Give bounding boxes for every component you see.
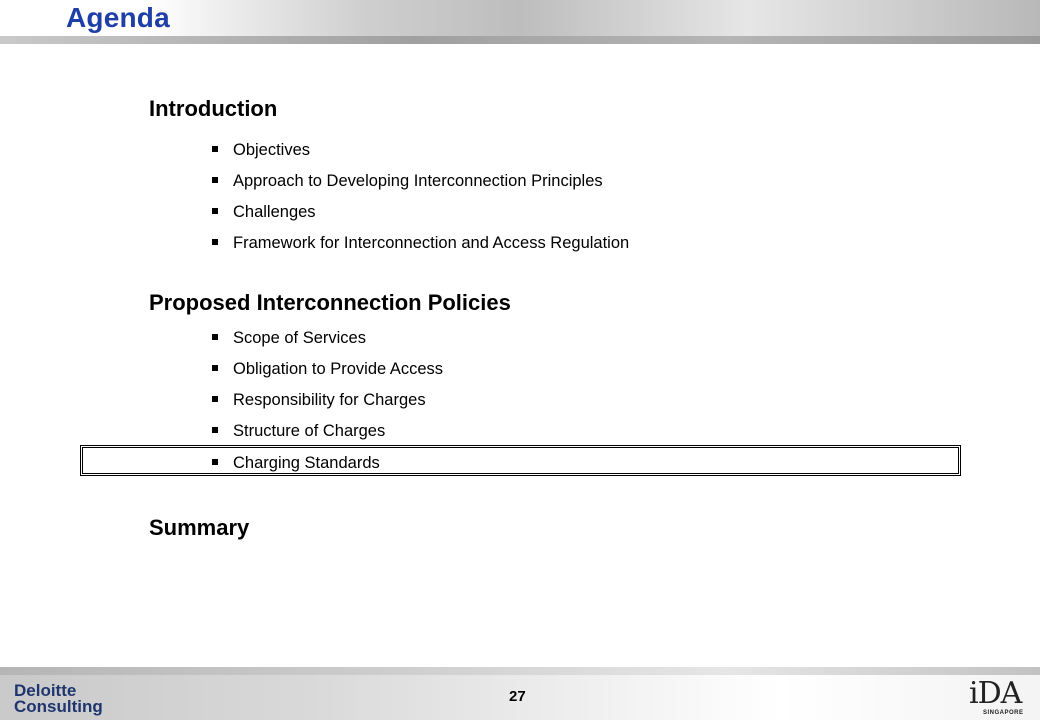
agenda-item: Responsibility for Charges bbox=[212, 389, 426, 411]
agenda-item: Challenges bbox=[212, 201, 316, 223]
bullet-square-icon bbox=[212, 365, 218, 371]
bullet-square-icon bbox=[212, 334, 218, 340]
bullet-square-icon bbox=[212, 459, 218, 465]
section-heading-proposed-policies: Proposed Interconnection Policies bbox=[149, 290, 511, 315]
bullet-square-icon bbox=[212, 146, 218, 152]
header-stripe bbox=[0, 36, 1040, 44]
page-title: Agenda bbox=[66, 2, 170, 33]
agenda-item: Approach to Developing Interconnection Principles bbox=[212, 170, 603, 192]
bullet-square-icon bbox=[212, 396, 218, 402]
bullet-square-icon bbox=[212, 177, 218, 183]
agenda-item: Objectives bbox=[212, 139, 310, 161]
section-heading-introduction: Introduction bbox=[149, 96, 278, 121]
agenda-item: Obligation to Provide Access bbox=[212, 358, 443, 380]
bullet-square-icon bbox=[212, 239, 218, 245]
section-heading-summary: Summary bbox=[149, 515, 250, 540]
page-number: 27 bbox=[509, 688, 526, 705]
deloitte-consulting-logo: Deloitte Consulting bbox=[14, 681, 103, 716]
ida-singapore-logo: iDA SINGAPORE bbox=[969, 676, 1024, 716]
footer-stripe bbox=[0, 667, 1040, 675]
agenda-item: Framework for Interconnection and Access Regulation bbox=[212, 232, 629, 254]
agenda-item-highlighted: Charging Standards bbox=[212, 452, 380, 474]
agenda-item: Structure of Charges bbox=[212, 420, 385, 442]
agenda-item: Scope of Services bbox=[212, 327, 366, 349]
bullet-square-icon bbox=[212, 208, 218, 214]
bullet-square-icon bbox=[212, 427, 218, 433]
